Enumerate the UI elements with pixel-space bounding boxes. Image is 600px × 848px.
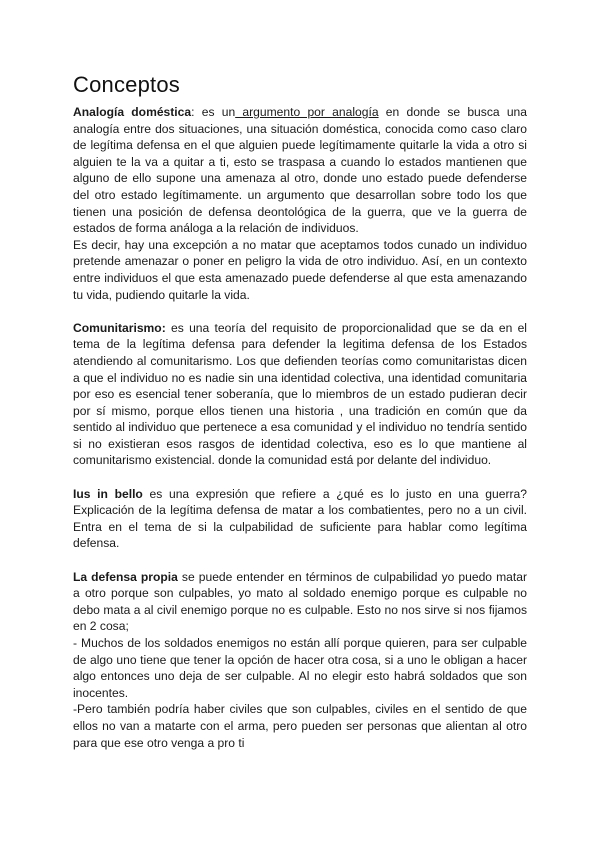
- paragraph-analogia: [73, 104, 527, 237]
- spacer: [73, 303, 527, 320]
- defensa-point-2: -Pero también podría haber civiles que son culpables, civiles en el sentido de que ellos no van a matarte con el arma, pero pueden ser personas que alientan al otro para que ese otro venga a pro ti: [73, 702, 527, 750]
- analogia-body: en donde se busca una analogía entre dos situaciones, una situación doméstica, conocida como caso claro de legítima defensa en el que alguien puede legítimamente quitarle la vida a otro si alguien te la va a quitar a ti, esto se traspasa a cuando lo estados mantienen que alguno de ello supone una amenaza al otro, donde uno estado puede defenderse del otro estado legítimamente. un argumento que desarrollan sobre todo los que tienen una posición de defensa deontológica de la guerra, que ve la guerra de estados de forma análoga a la relación de individuos.: [73, 105, 528, 236]
- term-defensa-propia: La defensa propia: [73, 569, 178, 584]
- defensa-propia-body: se puede entender en términos de culpabilidad yo puedo matar a otro porque son culpables, yo mato al soldado enemigo porque es culpable no debo mata a al civil enemigo porque no es culpable. Esto no nos sirve si nos fijamos en 2 cosa;: [73, 569, 527, 634]
- term-analogia: Analogía doméstica: [73, 105, 192, 119]
- term-comunitarismo: Comunitarismo:: [73, 320, 166, 335]
- paragraph-comunitarismo: [73, 320, 527, 469]
- paragraph-ius-in-bello: [73, 486, 527, 552]
- spacer: [73, 469, 527, 486]
- page-title: Conceptos: [73, 72, 180, 97]
- term-ius-in-bello: Ius in bello: [73, 486, 143, 501]
- analogia-pre-link: : es un: [191, 105, 236, 119]
- comunitarismo-body: es una teoría del requisito de proporcionalidad que se da en el tema de la legítima defensa para defender la legitima defensa de los Estados atendiendo al comunitarismo. Los que defienden teorías como comunitaristas dicen a que el individuo no es nadie sin una identidad colectiva, una identidad comunitaria por eso es esencial tener soberanía, que lo miembros de un estado pudieran decir por sí mismo, porque ellos tienen una historia , una tradición en común que da sentido al individuo que pertenece a esa comunidad y el individuo no tendría sentido si no existieran esos rasgos de identidad colectiva, eso es lo que mantiene al comunitarismo existencial. donde la comunidad está por delante del individuo.: [73, 320, 527, 468]
- spacer: [73, 552, 527, 569]
- paragraph-defensa-propia: [73, 569, 527, 635]
- argumento-analogia-link[interactable]: argumento por analogía: [235, 105, 379, 119]
- ius-in-bello-body: es una expresión que refiere a ¿qué es lo justo en una guerra? Explicación de la legítima defensa de matar a los combatientes, pero no a un civil. Entra en el tema de si la culpabilidad de suficiente para hablar como legítima defensa.: [73, 486, 527, 551]
- defensa-point-1: - Muchos de los soldados enemigos no están allí porque quieren, para ser culpable de algo uno tiene que tener la opción de hacer otra cosa, si a uno le obligan a hacer algo entonces uno deja de ser culpable. Al no elegir esto habrá soldados que son inocentes.: [73, 636, 527, 700]
- paragraph-analogia-2: Es decir, hay una excepción a no matar que aceptamos todos cunado un individuo pretende amenazar o poner en peligro la vida de otro individuo. Así, en un contexto entre individuos el que esta amenazado puede defenderse al que esta amenazando tu vida, pudiendo quitarle la vida.: [73, 237, 527, 302]
